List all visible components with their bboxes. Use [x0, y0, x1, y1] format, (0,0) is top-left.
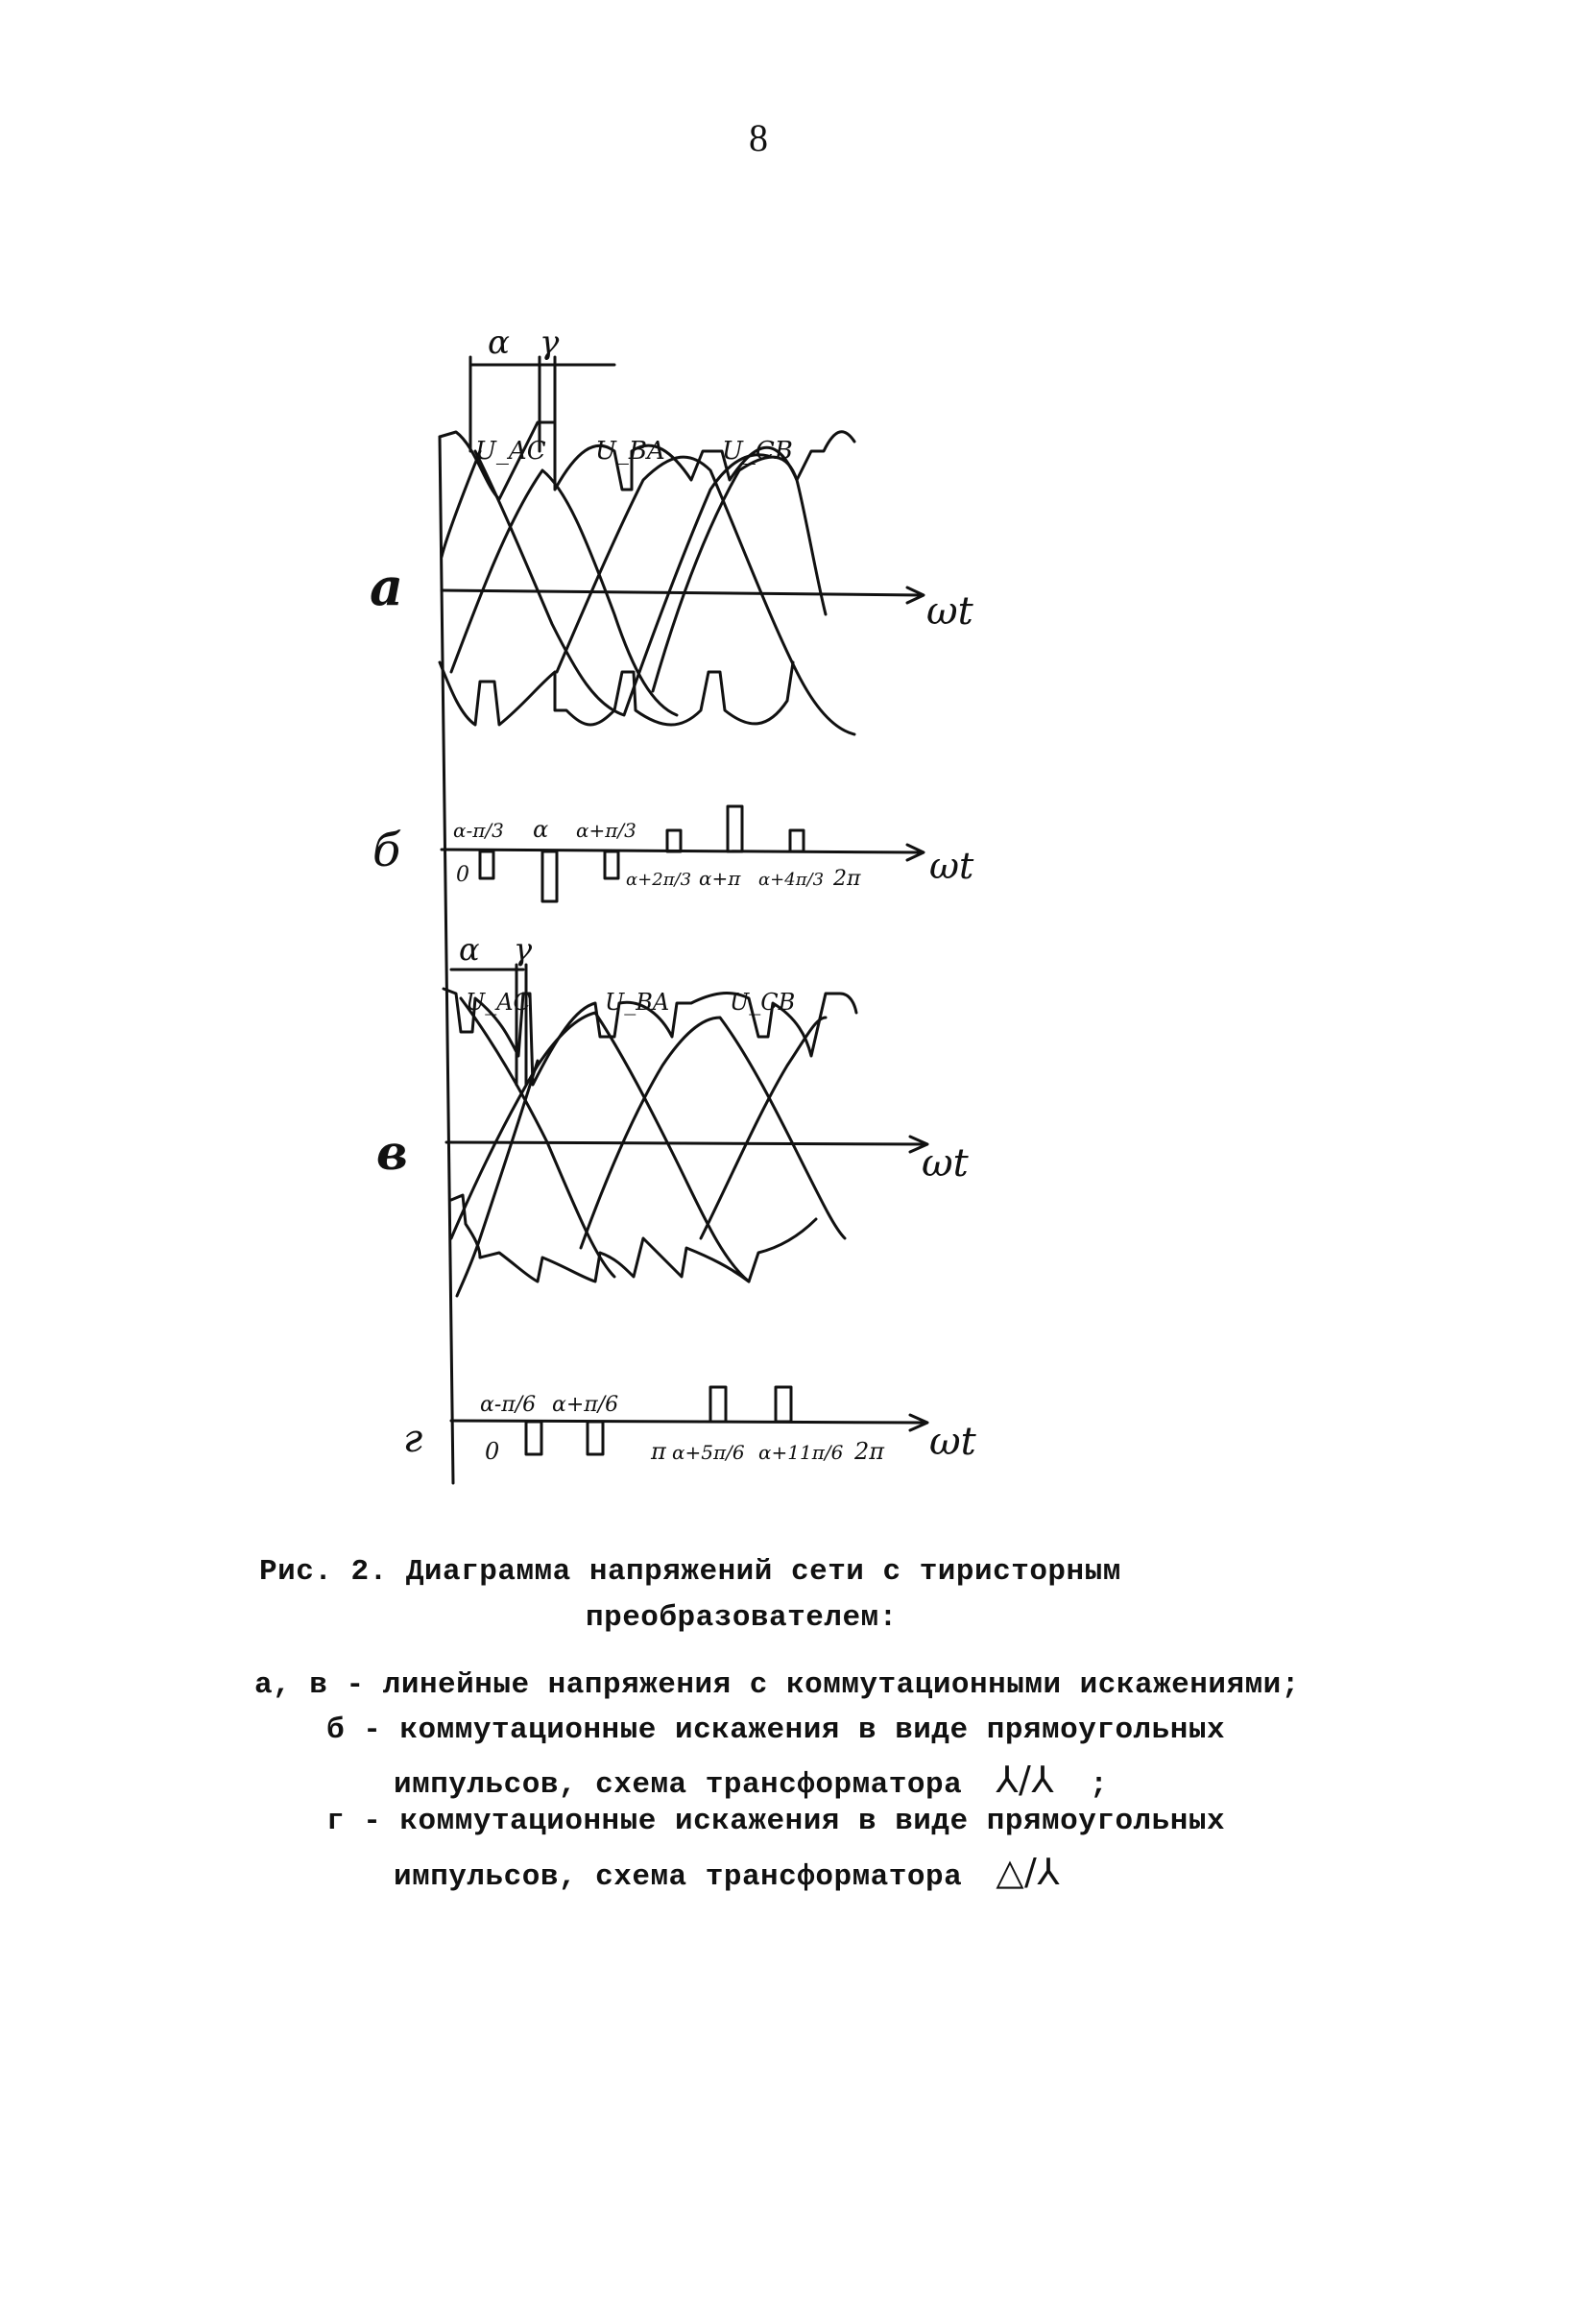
caption-title-line-1: Рис. 2. Диаграмма напряжений сети с тиристорным [259, 1555, 1121, 1589]
legend-text-av: - линейные напряжения с коммутационными искажениями; [346, 1668, 1300, 1702]
caption-legend-b-line-2 [394, 1759, 1108, 1802]
panel-b-pulse-neg-2 [542, 851, 557, 901]
legend-text-b: - коммутационные искажения в виде прямоугольных [363, 1713, 1226, 1747]
panel-v-curve-label-3: U_CB [730, 989, 796, 1016]
panel-b-pulse-neg-3 [605, 851, 618, 878]
panel-b-tick-upper-1: α-π/3 [453, 819, 504, 842]
panel-b-tick-lower-4: α+4π/3 [758, 870, 825, 890]
panel-b-pulse-pos-1 [667, 830, 681, 851]
legend-key-av: а, в [254, 1668, 328, 1702]
panel-v-curve-2 [451, 1013, 749, 1282]
panel-a-curve-label-3: U_CB [722, 437, 793, 466]
panel-g-tick-lower-1: 0 [485, 1438, 500, 1465]
panel-g-axis-label: ωt [929, 1420, 976, 1464]
panel-v-curve-label-1: U_AC [466, 989, 531, 1016]
panel-v-label: в [376, 1124, 408, 1181]
panel-a-curve-label-2: U_BA [595, 437, 665, 466]
panel-b-axis-label: ωt [929, 845, 974, 887]
legend-text-g: - коммутационные искажения в виде прямоугольных [363, 1805, 1226, 1838]
panel-v-alpha: α [459, 931, 480, 968]
panel-g-pulse-neg-1 [526, 1422, 541, 1454]
panel-a-gamma: γ [540, 323, 560, 362]
page-number: 8 [749, 116, 768, 159]
panel-g-pulse-pos-1 [710, 1387, 726, 1422]
panel-g-label: г [403, 1417, 423, 1461]
panel-g-tick-lower-5: 2π [854, 1438, 885, 1465]
panel-g-pulse-pos-2 [776, 1387, 791, 1422]
panel-b-pulse-pos-3 [790, 830, 804, 851]
panel-g-tick-lower-4: α+11π/6 [758, 1441, 844, 1464]
caption-legend-g-line-2 [394, 1851, 1060, 1894]
vertical-axis [440, 437, 453, 1483]
panel-v-gamma: γ [514, 931, 533, 968]
legend-text2-g: импульсов, схема трансформатора [394, 1860, 963, 1894]
legend-tail-b: ; [1090, 1768, 1109, 1802]
panel-v-time-axis [446, 1142, 926, 1144]
panel-a-curve-4 [653, 457, 826, 691]
caption-legend-av [254, 1668, 1300, 1702]
legend-key-g: г [326, 1805, 346, 1838]
panel-v-axis-label: ωt [922, 1141, 969, 1186]
panel-a-label: a [370, 556, 403, 617]
caption-legend-b [326, 1713, 1225, 1747]
panel-g-tick-lower-3: α+5π/6 [672, 1441, 745, 1464]
transformer-star-star-icon: ⅄/⅄ [996, 1759, 1055, 1801]
panel-b-tick-lower-3: α+π [699, 867, 741, 890]
legend-text2-b: импульсов, схема трансформатора [394, 1768, 963, 1802]
panel-g-time-axis [451, 1421, 926, 1423]
panel-b-pulse-neg-1 [480, 851, 493, 878]
panel-a-lower-envelope [440, 662, 793, 725]
panel-v-lower-envelope [451, 1195, 816, 1282]
panel-a-curve-label-1: U_AC [475, 437, 546, 466]
transformer-delta-star-icon: △/⅄ [996, 1851, 1061, 1893]
panel-g-tick-upper-2: α+π/6 [552, 1393, 619, 1417]
panel-a-alpha: α [488, 323, 510, 362]
panel-v-curve-label-2: U_BA [605, 989, 670, 1016]
panel-b-tick-lower-5: 2π [833, 867, 861, 891]
panel-a-axis-label: ωt [926, 589, 973, 634]
panel-v-curve-1 [461, 998, 614, 1277]
caption-legend-g [326, 1805, 1225, 1838]
panel-b-tick-upper-3: α+π/3 [576, 819, 636, 842]
panel-a-time-axis [442, 590, 922, 595]
panel-g-pulse-neg-2 [588, 1422, 603, 1454]
panel-b-tick-lower-2: α+2π/3 [626, 870, 692, 890]
caption-title-line-2: преобразователем: [586, 1601, 898, 1635]
panel-g-tick-upper-1: α-π/6 [480, 1393, 537, 1417]
panel-b-tick-upper-2: α [533, 816, 549, 843]
panel-b-label: б [372, 824, 401, 877]
panel-g-tick-lower-2: π [651, 1438, 666, 1465]
legend-key-b: б [326, 1713, 346, 1747]
panel-b-pulse-pos-2 [728, 806, 742, 851]
panel-v-curve-4 [701, 1018, 826, 1238]
panel-b-tick-lower-1: 0 [456, 863, 469, 887]
